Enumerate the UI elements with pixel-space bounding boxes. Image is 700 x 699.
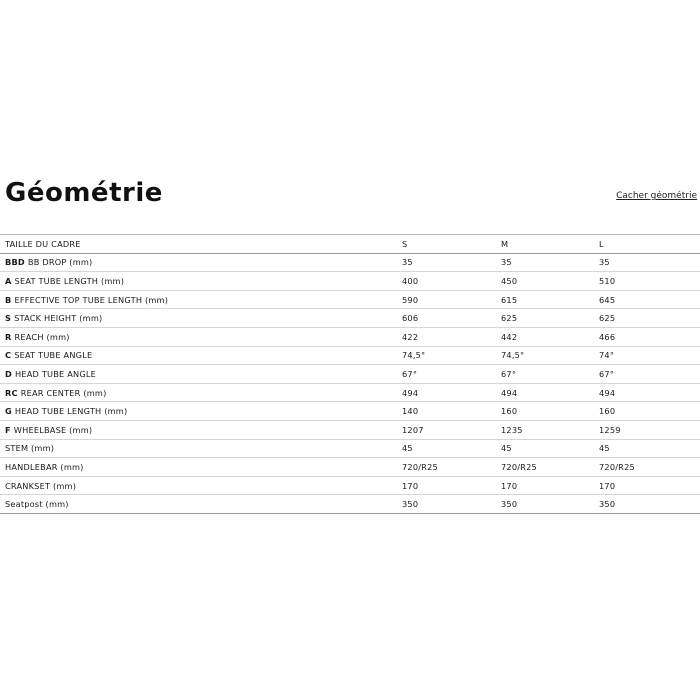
row-label	[0, 383, 397, 402]
dimension-label: SEAT TUBE ANGLE	[14, 350, 93, 361]
dimension-code: S	[5, 313, 12, 324]
dimension-code: G	[5, 406, 12, 417]
dimension-code: A	[5, 275, 12, 286]
row-label	[0, 476, 397, 495]
dimension-code: RC	[5, 387, 18, 398]
table-row	[0, 458, 700, 477]
value-size-s: 422	[397, 327, 496, 346]
value-size-l: 1259	[594, 420, 700, 439]
dimension-label: Seatpost (mm)	[5, 499, 69, 510]
value-size-s: 606	[397, 309, 496, 328]
dimension-code: C	[5, 350, 12, 361]
dimension-label: BB DROP (mm)	[27, 257, 93, 268]
value-size-s: 170	[397, 476, 496, 495]
table-row	[0, 420, 700, 439]
table-row	[0, 402, 700, 421]
section-title: Géométrie	[5, 178, 163, 208]
value-size-l: 510	[594, 272, 700, 291]
dimension-label: HANDLEBAR (mm)	[5, 461, 84, 472]
header-size-l: L	[594, 235, 700, 254]
dimension-code: BBD	[5, 257, 25, 268]
dimension-label: HEAD TUBE LENGTH (mm)	[14, 406, 128, 417]
value-size-s: 35	[397, 253, 496, 272]
value-size-l: 35	[594, 253, 700, 272]
value-size-l: 74°	[594, 346, 700, 365]
dimension-code: R	[5, 331, 12, 342]
value-size-m: 35	[496, 253, 594, 272]
dimension-label: REACH (mm)	[14, 331, 70, 342]
value-size-m: 615	[496, 290, 594, 309]
dimension-label: SEAT TUBE LENGTH (mm)	[14, 275, 125, 286]
value-size-l: 67°	[594, 365, 700, 384]
table-row	[0, 309, 700, 328]
table-row	[0, 383, 700, 402]
row-label	[0, 402, 397, 421]
table-row	[0, 272, 700, 291]
row-label	[0, 253, 397, 272]
value-size-s: 74,5°	[397, 346, 496, 365]
value-size-m: 720/R25	[496, 458, 594, 477]
row-label	[0, 290, 397, 309]
table-row	[0, 327, 700, 346]
dimension-label: STEM (mm)	[5, 443, 55, 454]
dimension-code: D	[5, 368, 12, 379]
table-row	[0, 253, 700, 272]
dimension-code: F	[5, 424, 11, 435]
value-size-l: 720/R25	[594, 458, 700, 477]
value-size-l: 170	[594, 476, 700, 495]
value-size-l: 160	[594, 402, 700, 421]
value-size-m: 350	[496, 495, 594, 514]
dimension-label: EFFECTIVE TOP TUBE LENGTH (mm)	[14, 294, 169, 305]
value-size-m: 45	[496, 439, 594, 458]
geometry-table-body	[0, 235, 700, 514]
value-size-m: 74,5°	[496, 346, 594, 365]
row-label	[0, 495, 397, 514]
value-size-s: 67°	[397, 365, 496, 384]
value-size-s: 590	[397, 290, 496, 309]
value-size-l: 466	[594, 327, 700, 346]
header-label: TAILLE DU CADRE	[0, 235, 397, 254]
hide-geometry-link[interactable]: Cacher géométrie	[616, 191, 697, 201]
table-row	[0, 365, 700, 384]
table-row	[0, 346, 700, 365]
value-size-s: 45	[397, 439, 496, 458]
dimension-code: B	[5, 294, 12, 305]
header-size-s: S	[397, 235, 496, 254]
value-size-m: 170	[496, 476, 594, 495]
table-row	[0, 439, 700, 458]
row-label	[0, 346, 397, 365]
dimension-label: WHEELBASE (mm)	[13, 424, 93, 435]
value-size-l: 625	[594, 309, 700, 328]
value-size-m: 442	[496, 327, 594, 346]
row-label	[0, 439, 397, 458]
dimension-label: HEAD TUBE ANGLE	[15, 368, 97, 379]
table-row	[0, 290, 700, 309]
dimension-label: CRANKSET (mm)	[5, 480, 77, 491]
row-label	[0, 327, 397, 346]
row-label	[0, 365, 397, 384]
value-size-l: 645	[594, 290, 700, 309]
table-row	[0, 495, 700, 514]
row-label	[0, 309, 397, 328]
value-size-m: 160	[496, 402, 594, 421]
value-size-s: 494	[397, 383, 496, 402]
value-size-s: 720/R25	[397, 458, 496, 477]
row-label	[0, 458, 397, 477]
header-size-m: M	[496, 235, 594, 254]
value-size-s: 140	[397, 402, 496, 421]
value-size-m: 1235	[496, 420, 594, 439]
value-size-m: 450	[496, 272, 594, 291]
row-label	[0, 272, 397, 291]
value-size-l: 350	[594, 495, 700, 514]
value-size-s: 400	[397, 272, 496, 291]
value-size-s: 1207	[397, 420, 496, 439]
value-size-m: 67°	[496, 365, 594, 384]
value-size-s: 350	[397, 495, 496, 514]
geometry-table	[0, 234, 700, 514]
value-size-l: 45	[594, 439, 700, 458]
dimension-label: STACK HEIGHT (mm)	[14, 313, 103, 324]
table-row	[0, 476, 700, 495]
value-size-m: 625	[496, 309, 594, 328]
row-label	[0, 420, 397, 439]
table-header-row	[0, 235, 700, 254]
dimension-label: REAR CENTER (mm)	[20, 387, 107, 398]
value-size-m: 494	[496, 383, 594, 402]
value-size-l: 494	[594, 383, 700, 402]
